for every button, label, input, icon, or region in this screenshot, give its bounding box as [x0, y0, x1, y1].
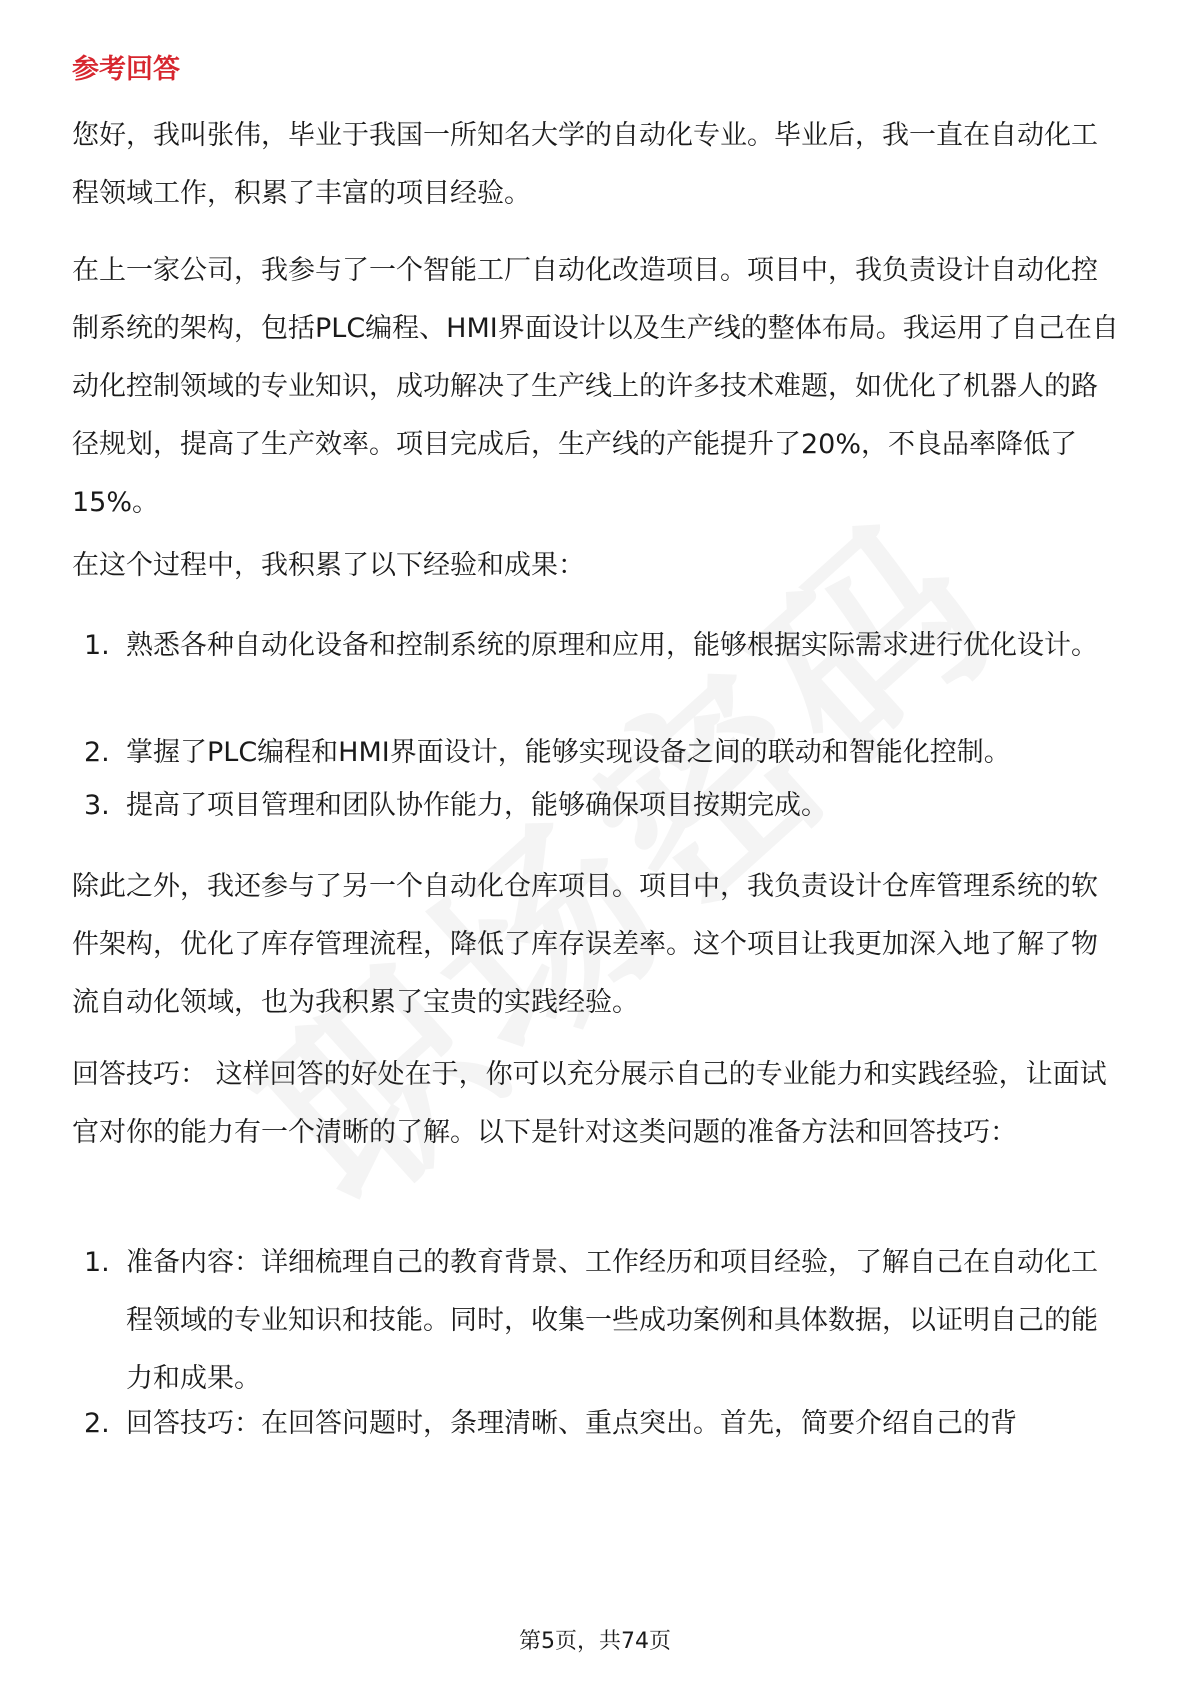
paragraph-tips: 回答技巧： 这样回答的好处在于，你可以充分展示自己的专业能力和实践经验，让面试官对你的能力有一个清晰的了解。以下是针对这类问题的准备方法和回答技巧： — [72, 1059, 1107, 1148]
list-item-number: 1. — [84, 630, 110, 661]
paragraph-summary-lead: 在这个过程中，我积累了以下经验和成果： — [72, 550, 585, 581]
paragraph-project-2: 除此之外，我还参与了另一个自动化仓库项目。项目中，我负责设计仓库管理系统的软件架构，优化了库存管理流程，降低了库存误差率。这个项目让我更加深入地了解了物流自动化领域，也为我积累了宝贵的实践经验。 — [72, 871, 1098, 1018]
list-item-text: 准备内容：详细梳理自己的教育背景、工作经历和项目经验，了解自己在自动化工程领域的专业知识和技能。同时，收集一些成功案例和具体数据，以证明自己的能力和成果。 — [126, 1247, 1098, 1394]
list-item-text: 回答技巧：在回答问题时，条理清晰、重点突出。首先，简要介绍自己的背 — [126, 1408, 1017, 1439]
page-footer: 第5页，共74页 — [519, 1629, 671, 1654]
list-item-number: 2. — [84, 1408, 110, 1439]
list-item-text: 掌握了PLC编程和HMI界面设计，能够实现设备之间的联动和智能化控制。 — [126, 737, 1011, 768]
list-item-text: 熟悉各种自动化设备和控制系统的原理和应用，能够根据实际需求进行优化设计。 — [126, 630, 1098, 661]
list-item-number: 2. — [84, 737, 110, 768]
list-item-number: 3. — [84, 790, 110, 821]
paragraph-project-1: 在上一家公司，我参与了一个智能工厂自动化改造项目。项目中，我负责设计自动化控制系统的架构，包括PLC编程、HMI界面设计以及生产线的整体布局。我运用了自己在自动化控制领域的专业知识，成功解决了生产线上的许多技术难题，如优化了机器人的路径规划，提高了生产效率。项目完成后，生产线的产能提升了20%，不良品率降低了15%。 — [72, 255, 1119, 518]
list-item-number: 1. — [84, 1247, 110, 1278]
section-heading: 参考回答 — [72, 54, 180, 85]
paragraph-intro: 您好，我叫张伟，毕业于我国一所知名大学的自动化专业。毕业后，我一直在自动化工程领域工作，积累了丰富的项目经验。 — [72, 120, 1098, 209]
list-item-text: 提高了项目管理和团队协作能力，能够确保项目按期完成。 — [126, 790, 828, 821]
